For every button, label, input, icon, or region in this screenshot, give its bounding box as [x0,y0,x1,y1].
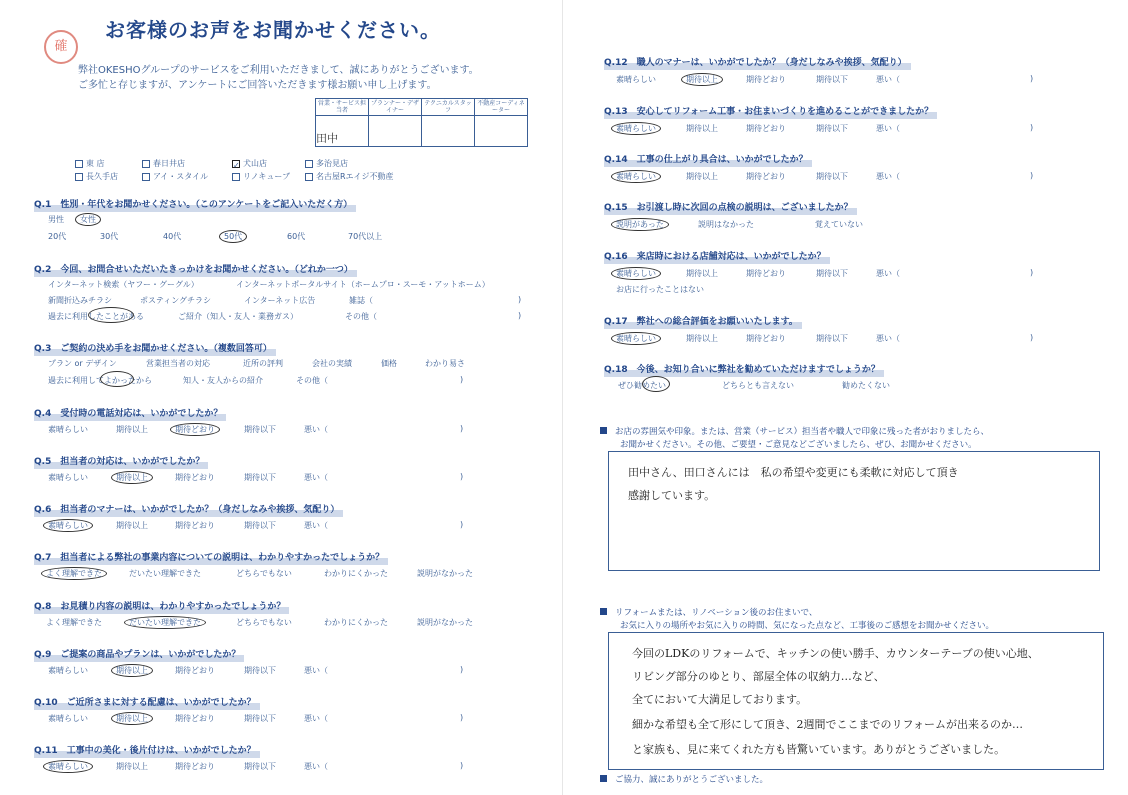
q17-rating[interactable]: 期待以下 [816,334,848,343]
q16-rating-selected[interactable]: 素晴らしい [616,268,656,279]
q14-paren-close: ) [1030,171,1034,180]
q1-title: Q.1 性別・年代をお聞かせください。（このアンケートをご記入いただく方） [34,196,356,212]
q12-option-selected[interactable]: 期待以上 [686,74,718,85]
q14-option[interactable]: 期待どおり [746,172,786,181]
q13-paren-close: ) [1030,123,1034,132]
q5-paren-close: ) [460,472,464,481]
q16-rating[interactable]: 期待以下 [816,269,848,278]
q5-option[interactable]: 素晴らしい [48,473,88,482]
comment1-line: 田中さん、田口さんには 私の希望や変更にも柔軟に対応して頂き [628,466,959,479]
q4-paren-close: ) [460,424,464,433]
q2-option[interactable]: 新聞折込みチラシ [48,296,112,305]
store-option[interactable]: アイ・スタイル [142,171,208,182]
square-bullet-icon [600,608,607,615]
q15-option-selected[interactable]: 説明があった [616,219,664,230]
q5-option[interactable]: 悪い（ [304,473,328,482]
q6-option[interactable]: 期待以下 [244,521,276,530]
q6-title: Q.6 担当者のマナーは、いかがでしたか？（身だしなみや挨拶、気配り） [34,501,343,517]
staff-table [315,98,528,147]
q1-age[interactable]: 70代以上 [348,232,383,241]
q11-option[interactable]: 期待以下 [244,762,276,771]
q5-option[interactable]: 期待どおり [175,473,215,482]
intro-line-2: ご多忙と存じますが、アンケートにご回答いただきます様お願い申し上げます。 [78,80,437,91]
q11-option-selected[interactable]: 素晴らしい [48,761,88,772]
store-option[interactable]: 長久手店 [75,171,118,182]
q10-option-selected[interactable]: 期待以上 [116,713,148,724]
staff-technical-name[interactable] [422,116,475,147]
q8-option[interactable]: わかりにくかった [324,618,388,627]
q9-option[interactable]: 期待どおり [175,666,215,675]
q9-title: Q.9 ご提案の商品やプランは、いかがでしたか？ [34,646,244,662]
q12-option[interactable]: 悪い（ [876,75,900,84]
q3-option[interactable]: わかり易さ [425,359,465,368]
q10-paren-close: ) [460,713,464,722]
q13-option[interactable]: 期待以上 [686,124,718,133]
q4-option[interactable]: 期待以上 [116,425,148,434]
q7-option-selected[interactable]: よく理解できた [46,568,102,579]
q1-age[interactable]: 60代 [287,232,306,241]
q14-option[interactable]: 期待以上 [686,172,718,181]
q2-option-selected[interactable]: 過去に利用したことがある [48,312,144,321]
q18-selection-circle [642,376,670,392]
staff-header-technical: テクニカルスタッフ [422,99,475,116]
q14-option[interactable]: 期待以下 [816,172,848,181]
q1-age[interactable]: 30代 [100,232,119,241]
q7-option[interactable]: 説明がなかった [417,569,473,578]
q6-option[interactable]: 悪い（ [304,521,328,530]
comment2-line: 全てにおいて大満足しております。 [632,693,808,706]
q5-title: Q.5 担当者の対応は、いかがでしたか？ [34,453,208,469]
q4-option[interactable]: 素晴らしい [48,425,88,434]
q4-title: Q.4 受付時の電話対応は、いかがでしたか？ [34,405,226,421]
q12-option[interactable]: 期待以下 [816,75,848,84]
q13-option[interactable]: 期待どおり [746,124,786,133]
q18-option[interactable]: 勧めたくない [842,381,890,390]
q1-male[interactable]: 男性 [48,215,64,224]
q1-age[interactable]: 20代 [48,232,67,241]
square-bullet-icon [600,775,607,782]
q7-option[interactable]: わかりにくかった [324,569,388,578]
comment2-heading-2: お気に入りの場所やお気に入りの時間、気になった点など、工事後のご感想をお聞かせください。 [620,621,995,631]
staff-header-planner: プランナー・デザイナー [369,99,422,116]
staff-planner-name[interactable] [369,116,422,147]
q13-option[interactable]: 悪い（ [876,124,900,133]
q11-option[interactable]: 期待以上 [116,762,148,771]
store-option[interactable]: 名古屋Rエイジ不動産 [305,171,394,182]
q2-option[interactable]: インターネット検索（ヤフー・グーグル） [48,280,199,289]
q18-title: Q.18 今後、お知り合いに弊社を勧めていただけますでしょうか？ [604,361,884,377]
seal-stamp: 確 [44,30,78,64]
q6-option-selected[interactable]: 素晴らしい [48,520,88,531]
q16-rating[interactable]: 期待どおり [746,269,786,278]
q8-option[interactable]: どちらでもない [236,618,292,627]
q4-option[interactable]: 悪い（ [304,425,328,434]
store-option-selected[interactable]: ✓ 犬山店 [233,159,267,170]
footer-thanks: ご協力、誠にありがとうございました。 [600,773,768,785]
q9-option[interactable]: 悪い（ [304,666,328,675]
q5-option[interactable]: 期待以下 [244,473,276,482]
q8-option-selected[interactable]: だいたい理解できた [129,617,201,628]
q2-option[interactable]: その他（ [345,312,377,321]
q7-option[interactable]: だいたい理解できた [129,569,201,578]
q10-option[interactable]: 期待どおり [175,714,215,723]
comment1-heading-1: お店の雰囲気や印象。または、営業（サービス）担当者や職人で印象に残った者がおりましたら、 [600,425,989,437]
q11-option[interactable]: 悪い（ [304,762,328,771]
q2-option[interactable]: インターネット広告 [244,296,316,305]
q2-option[interactable]: インターネットポータルサイト（ホームプロ・スーモ・アットホーム） [236,280,490,289]
q9-paren-close: ) [460,665,464,674]
q10-option[interactable]: 期待以下 [244,714,276,723]
q12-paren-close: ) [1030,74,1034,83]
staff-realestate-name[interactable] [475,116,528,147]
comment2-line: 今回のLDKのリフォームで、キッチンの使い勝手、カウンターテーブの使い心地、 [632,647,1039,660]
staff-header-sales: 営業・サービス担当者 [316,99,369,116]
q3-option[interactable]: その他（ [296,376,328,385]
staff-sales-name[interactable]: 田中 [316,116,369,147]
q3-title: Q.3 ご契約の決め手をお聞かせください。（複数回答可） [34,340,276,356]
q17-rating[interactable]: 期待どおり [746,334,786,343]
q13-option-selected[interactable]: 素晴らしい [616,123,656,134]
q18-option[interactable]: どちらとも言えない [722,381,794,390]
q3-option[interactable]: 近所の評判 [243,359,283,368]
q1-age-selected[interactable]: 50代 [224,231,242,242]
q3-option[interactable]: 知人・友人からの紹介 [183,376,263,385]
q17-rating[interactable]: 期待以上 [686,334,718,343]
q7-option[interactable]: どちらでもない [236,569,292,578]
q10-option[interactable]: 悪い（ [304,714,328,723]
store-option[interactable]: 多治見店 [305,158,348,169]
q11-option[interactable]: 期待どおり [175,762,215,771]
q16-option-no-visit[interactable]: お店に行ったことはない [616,285,704,294]
q18-option-selected[interactable]: ぜひ勧めたい [618,381,666,390]
comment1-heading-2: お聞かせください。その他、ご要望・ご意見などございましたら、ぜひ、お聞かせください。 [620,440,977,450]
q2-option[interactable]: ご紹介（知人・友人・業務ガス） [178,312,298,321]
q14-title: Q.14 工事の仕上がり具合は、いかがでしたか？ [604,151,812,167]
q17-rating-selected[interactable]: 素晴らしい [616,333,656,344]
q16-rating[interactable]: 悪い（ [876,269,900,278]
q2-selection-circle [88,307,134,323]
q9-option[interactable]: 素晴らしい [48,666,88,675]
store-option[interactable]: 東 店 [75,158,105,169]
store-option[interactable]: 春日井店 [142,158,185,169]
q12-option[interactable]: 期待どおり [746,75,786,84]
q9-option[interactable]: 期待以下 [244,666,276,675]
page-title: お客様のお声をお聞かせください。 [105,18,441,42]
q10-option[interactable]: 素晴らしい [48,714,88,723]
q8-option[interactable]: よく理解できた [46,618,102,627]
staff-header-realestate: 不動産コーディネーター [475,99,528,116]
q6-paren-close: ) [460,520,464,529]
q13-option[interactable]: 期待以下 [816,124,848,133]
q6-option[interactable]: 期待以上 [116,521,148,530]
comment2-line: リビング部分のゆとり、部屋全体の収納力…など、 [632,670,885,683]
q2-paren-close: ) [518,311,522,320]
q5-option-selected[interactable]: 期待以上 [116,472,148,483]
q1-female[interactable]: 女性 [80,214,96,225]
q3-option[interactable]: 会社の実績 [312,359,352,368]
comment1-line: 感謝しています。 [628,489,716,502]
q14-option-selected[interactable]: 素晴らしい [616,171,656,182]
q16-paren-close: ) [1030,268,1034,277]
q15-option[interactable]: 覚えていない [815,220,863,229]
q3-paren-close: ) [460,375,464,384]
q3-option-selected[interactable]: 過去に利用してよかったから [48,376,152,385]
q2-option[interactable]: ポスティングチラシ [140,296,212,305]
q11-paren-close: ) [460,761,464,770]
q8-title: Q.8 お見積り内容の説明は、わかりやすかったでしょうか？ [34,598,289,614]
q13-title: Q.13 安心してリフォーム工事・お住まいづくりを進めることができましたか？ [604,103,937,119]
q6-option[interactable]: 期待どおり [175,521,215,530]
comment2-heading-1: リフォームまたは、リノベーション後のお住まいで、 [600,606,817,618]
q17-rating[interactable]: 悪い（ [876,334,900,343]
q9-option-selected[interactable]: 期待以上 [116,665,148,676]
q7-title: Q.7 担当者による弊社の事業内容についての説明は、わかりやすかったでしょうか？ [34,549,388,565]
q17-paren-close: ) [1030,333,1034,342]
q4-option[interactable]: 期待以下 [244,425,276,434]
q14-option[interactable]: 悪い（ [876,172,900,181]
q4-option-selected[interactable]: 期待どおり [175,424,215,435]
q17-title: Q.17 弊社への総合評価をお願いいたします。 [604,313,802,329]
q10-title: Q.10 ご近所さまに対する配慮は、いかがでしたか？ [34,694,260,710]
q3-option[interactable]: 営業担当者の対応 [146,359,210,368]
q2-title: Q.2 今回、お問合せいただいたきっかけをお聞かせください。（どれか一つ） [34,261,357,277]
q15-title: Q.15 お引渡し時に次回の点検の説明は、ございましたか？ [604,199,857,215]
q12-title: Q.12 職人のマナーは、いかがでしたか？（身だしなみや挨拶、気配り） [604,54,911,70]
q2-option[interactable]: 雑誌（ [349,296,373,305]
q16-rating[interactable]: 期待以上 [686,269,718,278]
q1-age[interactable]: 40代 [163,232,182,241]
q3-selection-circle [100,371,134,387]
q12-option[interactable]: 素晴らしい [616,75,656,84]
store-option[interactable]: リノキューブ [232,171,290,182]
square-bullet-icon [600,427,607,434]
comment2-line: と家族も、見に来てくれた方も皆驚いています。ありがとうございました。 [632,743,1006,756]
q16-title: Q.16 来店時における店舗対応は、いかがでしたか？ [604,248,830,264]
q15-option[interactable]: 説明はなかった [698,220,754,229]
page-fold [562,0,563,795]
q11-title: Q.11 工事中の美化・後片付けは、いかがでしたか？ [34,742,260,758]
comment2-line: 細かな希望も全て形にして頂き、2週間でここまでのリフォームが出来るのか… [632,718,1024,731]
q8-option[interactable]: 説明がなかった [417,618,473,627]
q3-option[interactable]: プラン or デザイン [48,359,117,368]
q2-paren-close: ) [518,295,522,304]
intro-line-1: 弊社OKESHOグループのサービスをご利用いただきまして、誠にありがとうございます。 [78,65,479,76]
q3-option[interactable]: 価格 [381,359,397,368]
